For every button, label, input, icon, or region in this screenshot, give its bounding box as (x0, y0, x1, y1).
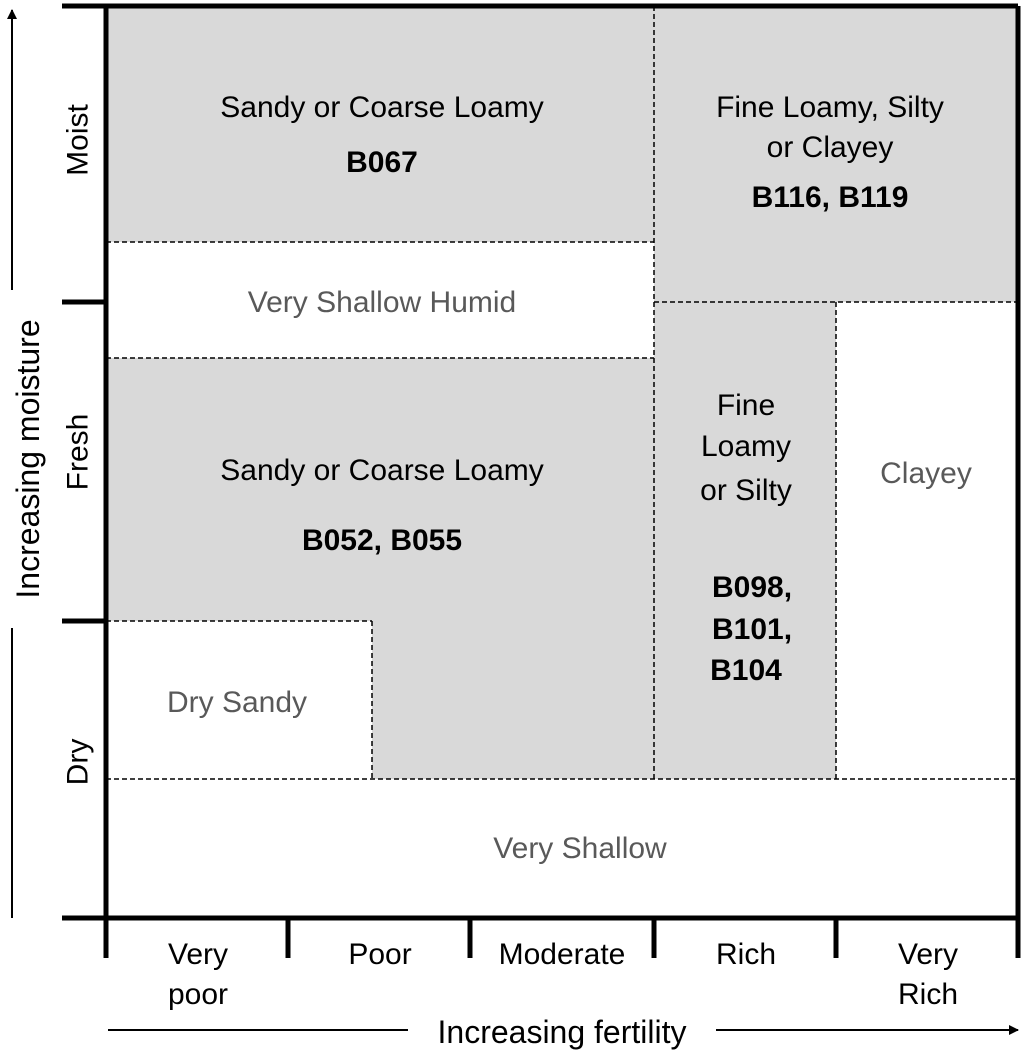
region-code-moist-fine: B116, B119 (751, 181, 909, 214)
region-label-moist-fine-line2: or Clayey (766, 131, 894, 164)
fertility-level-poor: Poor (348, 938, 412, 971)
region-label-dry-sandy: Dry Sandy (166, 686, 308, 719)
region-label-clayey: Clayey (880, 457, 972, 490)
moisture-level-fresh: Fresh (61, 413, 95, 491)
moisture-level-dry: Dry (61, 738, 95, 786)
region-moist-sandy (106, 6, 654, 242)
moisture-level-moist: Moist (61, 104, 95, 176)
region-code-fresh-sandy: B052, B055 (301, 524, 463, 557)
region-code-fresh-fine-3: B104 (710, 654, 782, 687)
region-code-fresh-fine-2: B101, (711, 613, 793, 646)
x-axis-title: Increasing fertility (437, 1014, 687, 1050)
y-axis-title: Increasing moisture (10, 319, 46, 599)
fertility-level-very-rich-line1: Very (897, 938, 959, 971)
region-label-fresh-fine-line2: Loamy (700, 430, 792, 463)
region-fresh-fine (654, 302, 836, 779)
fertility-level-very-poor-line1: Very (167, 938, 229, 971)
region-label-very-shallow: Very Shallow (493, 832, 667, 865)
fertility-level-rich: Rich (715, 938, 777, 971)
region-label-fresh-sandy: Sandy or Coarse Loamy (220, 454, 544, 487)
region-label-very-shallow-humid: Very Shallow Humid (247, 286, 517, 319)
region-code-fresh-fine-1: B098, (711, 571, 793, 604)
region-code-moist-sandy: B067 (346, 146, 418, 179)
fertility-level-moderate: Moderate (498, 938, 626, 971)
region-label-fresh-fine-line3: or Silty (700, 474, 792, 507)
fertility-level-very-rich-line2: Rich (897, 978, 959, 1011)
fertility-level-very-poor-line2: poor (167, 978, 229, 1011)
region-label-moist-fine-line1: Fine Loamy, Silty (716, 91, 944, 124)
region-label-fresh-fine-line1: Fine (716, 389, 776, 422)
region-label-moist-sandy: Sandy or Coarse Loamy (220, 91, 544, 124)
